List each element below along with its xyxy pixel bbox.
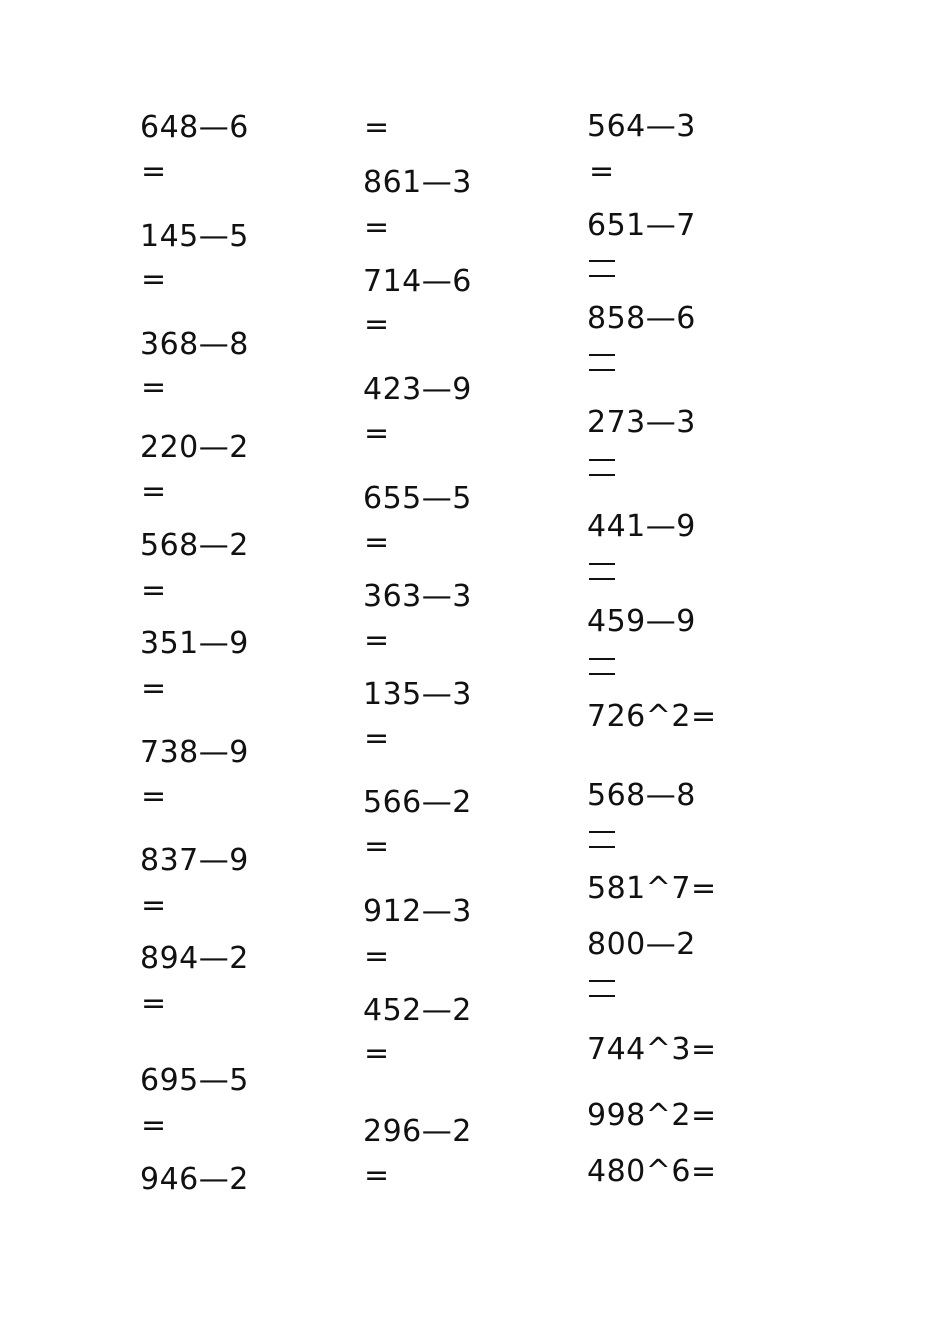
equals-sign: = (364, 525, 390, 560)
expression: 648—6 (140, 110, 249, 145)
equals-sign (589, 976, 615, 998)
expression: 480^6= (587, 1154, 717, 1189)
expression: 568—2 (140, 528, 249, 563)
equals-sign: = (141, 888, 167, 923)
expression: 220—2 (140, 430, 249, 465)
expression: 145—5 (140, 219, 249, 254)
equals-sign: = (141, 779, 167, 814)
expression: 738—9 (140, 735, 249, 770)
expression: 441—9 (587, 509, 696, 544)
expression: 726^2= (587, 699, 717, 734)
equals-sign: = (364, 829, 390, 864)
equals-sign: = (364, 210, 390, 245)
expression: 452—2 (363, 993, 472, 1028)
expression: 800—2 (587, 927, 696, 962)
equals-sign (589, 559, 615, 581)
expression: 912—3 (363, 894, 472, 929)
expression: 651—7 (587, 208, 696, 243)
equals-sign: = (364, 110, 390, 145)
equals-sign (589, 827, 615, 849)
expression: 744^3= (587, 1032, 717, 1067)
equals-sign: = (364, 1036, 390, 1071)
expression: 368—8 (140, 327, 249, 362)
expression: 564—3 (587, 109, 696, 144)
equals-sign (589, 256, 615, 278)
equals-sign: = (141, 474, 167, 509)
equals-sign: = (141, 671, 167, 706)
expression: 894—2 (140, 941, 249, 976)
expression: 459—9 (587, 604, 696, 639)
expression: 714—6 (363, 264, 472, 299)
expression: 135—3 (363, 677, 472, 712)
equals-sign: = (364, 416, 390, 451)
equals-sign: = (364, 307, 390, 342)
equals-sign: = (141, 370, 167, 405)
expression: 351—9 (140, 626, 249, 661)
expression: 296—2 (363, 1114, 472, 1149)
equals-sign: = (364, 1158, 390, 1193)
expression: 946—2 (140, 1162, 249, 1197)
expression: 837—9 (140, 843, 249, 878)
expression: 581^7= (587, 871, 717, 906)
expression: 566—2 (363, 785, 472, 820)
expression: 695—5 (140, 1063, 249, 1098)
expression: 423—9 (363, 372, 472, 407)
equals-sign: = (141, 986, 167, 1021)
expression: 363—3 (363, 579, 472, 614)
equals-sign (589, 455, 615, 477)
expression: 861—3 (363, 165, 472, 200)
expression: 273—3 (587, 405, 696, 440)
expression: 858—6 (587, 301, 696, 336)
equals-sign: = (589, 154, 615, 189)
equals-sign: = (141, 1108, 167, 1143)
equals-sign (589, 350, 615, 372)
equals-sign: = (141, 154, 167, 189)
equals-sign: = (141, 573, 167, 608)
equals-sign: = (141, 262, 167, 297)
equals-sign: = (364, 721, 390, 756)
equals-sign: = (364, 939, 390, 974)
expression: 998^2= (587, 1098, 717, 1133)
equals-sign (589, 654, 615, 676)
expression: 568—8 (587, 778, 696, 813)
equals-sign: = (364, 623, 390, 658)
expression: 655—5 (363, 481, 472, 516)
